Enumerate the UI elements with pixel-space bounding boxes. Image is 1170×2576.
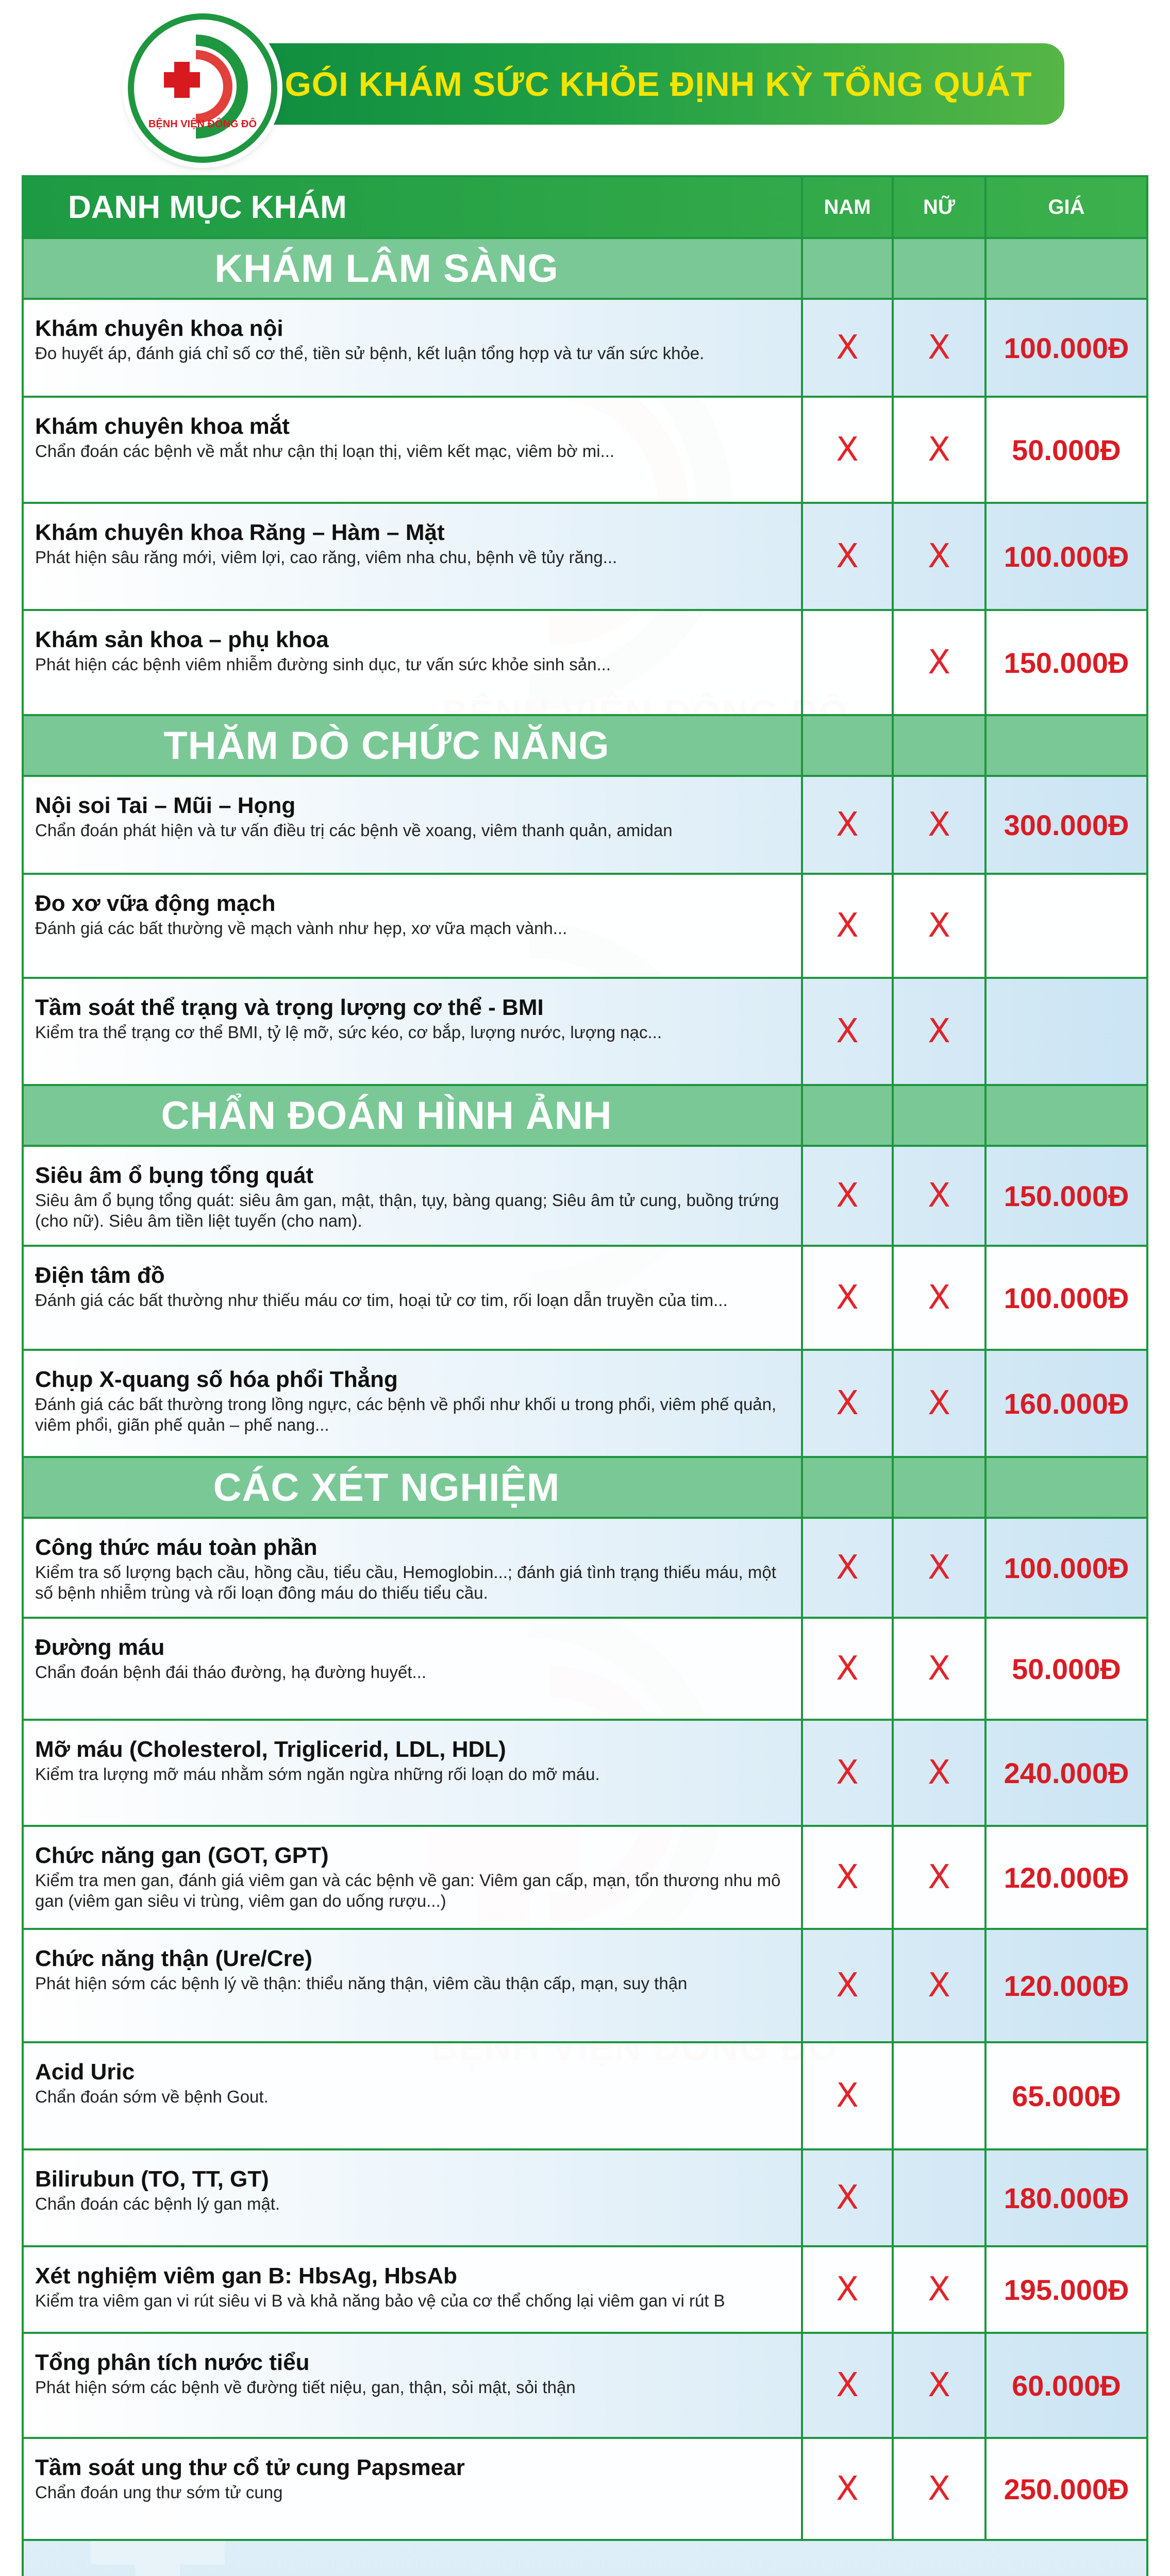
item-description: Chẩn đoán sớm về bệnh Gout.	[35, 2087, 269, 2106]
item-price: 100.000Đ	[1004, 331, 1129, 364]
male-mark: X	[803, 300, 894, 396]
item-description: Chẩn đoán bệnh đái tháo đường, hạ đường huyết...	[35, 1663, 427, 1682]
male-mark: X	[803, 2150, 894, 2245]
female-mark: X	[894, 979, 987, 1084]
female-mark: X	[894, 2247, 987, 2332]
table-row	[24, 2043, 1146, 2150]
table-header-row	[24, 177, 1146, 239]
table-row	[24, 1247, 1146, 1351]
item-description: Kiểm tra viêm gan vi rút siêu vi B và khả năng bảo vệ của cơ thể chống lại viêm gan vi rút B	[35, 2291, 725, 2310]
table-row	[24, 504, 1146, 611]
item-description: Siêu âm ổ bụng tổng quát: siêu âm gan, mật, thận, tụy, bàng quang; Siêu âm tử cung, buồng trứng (cho nữ). Siêu âm tiền liệt tuyến (cho nam).	[35, 1191, 779, 1230]
logo-text: BỆNH VIỆN ĐÔNG ĐÔ	[148, 118, 257, 130]
male-mark: X	[803, 777, 894, 873]
section-row	[24, 716, 1146, 777]
male-mark: X	[803, 1519, 894, 1617]
male-mark	[803, 611, 894, 714]
female-mark: X	[894, 1147, 987, 1245]
item-title: Công thức máu toàn phần	[35, 1535, 317, 1560]
male-mark: X	[803, 1619, 894, 1719]
male-mark: X	[803, 1351, 894, 1456]
item-title: Tầm soát ung thư cổ tử cung Papsmear	[35, 2455, 465, 2480]
item-title: Xét nghiệm viêm gan B: HbsAg, HbsAb	[35, 2263, 457, 2289]
item-title: Chụp X-quang số hóa phổi Thẳng	[35, 1367, 398, 1392]
table-row	[24, 979, 1146, 1086]
section-title: CHẨN ĐOÁN HÌNH ẢNH	[161, 1093, 612, 1138]
item-description: Phát hiện sớm các bệnh về đường tiết niệu, gan, thận, sỏi mật, sỏi thận	[35, 2378, 576, 2397]
item-cell	[24, 777, 803, 873]
item-cell	[24, 398, 803, 502]
item-price: 180.000Đ	[1004, 2181, 1129, 2214]
section-blank-cell	[894, 239, 987, 298]
item-cell	[24, 1519, 803, 1617]
item-description: Kiểm tra số lượng bạch cầu, hồng cầu, tiểu cầu, Hemoglobin...; đánh giá tình trạng thiếu máu, một số bệnh nhiễm trùng và rối loạn đông máu do thiếu tiểu cầu.	[35, 1563, 776, 1602]
column-header-male: NAM	[803, 177, 894, 237]
item-title: Mỡ máu (Cholesterol, Triglicerid, LDL, HDL)	[35, 1737, 506, 1762]
table-row	[24, 777, 1146, 875]
column-header-female: NỮ	[894, 177, 987, 237]
item-cell	[24, 1721, 803, 1825]
item-price	[987, 979, 1146, 1084]
section-blank-cell	[987, 239, 1146, 298]
male-mark: X	[803, 504, 894, 609]
item-description: Phát hiện các bệnh viêm nhiễm đường sinh dục, tư vấn sức khỏe sinh sản...	[35, 655, 611, 674]
item-price: 100.000Đ	[1004, 1551, 1129, 1584]
female-mark: X	[894, 1351, 987, 1456]
table-row	[24, 1619, 1146, 1721]
male-mark: X	[803, 875, 894, 977]
item-cell	[24, 2150, 803, 2245]
male-mark: X	[803, 1930, 894, 2041]
male-mark: X	[803, 398, 894, 502]
section-blank-cell	[894, 716, 987, 775]
item-title: Nội soi Tai – Mũi – Họng	[35, 793, 296, 818]
item-price: 150.000Đ	[1004, 646, 1129, 679]
section-blank-cell	[894, 1086, 987, 1145]
item-price: 60.000Đ	[1012, 2369, 1121, 2402]
section-blank-cell	[803, 716, 894, 775]
section-blank-cell	[987, 1458, 1146, 1517]
section-title: THĂM DÒ CHỨC NĂNG	[163, 723, 610, 768]
item-description: Đánh giá các bất thường trong lồng ngực, các bệnh về phổi như khối u trong phổi, viêm phế quản, viêm phổi, giãn phế quản – phế nang...	[35, 1395, 777, 1434]
item-price: 100.000Đ	[1004, 540, 1129, 573]
item-price: 120.000Đ	[1004, 1969, 1129, 2002]
item-description: Kiểm tra men gan, đánh giá viêm gan và các bệnh về gan: Viêm gan cấp, mạn, tổn thương nhu mô gan (viêm gan siêu vi trùng, viêm gan do uống rượu...)	[35, 1871, 781, 1910]
female-mark: X	[894, 1827, 987, 1928]
male-mark: X	[803, 1721, 894, 1825]
male-mark: X	[803, 1247, 894, 1349]
table-row	[24, 1147, 1146, 1247]
section-blank-cell	[987, 1086, 1146, 1145]
table-row	[24, 1351, 1146, 1458]
item-price: 50.000Đ	[1012, 433, 1121, 466]
item-title: Chức năng gan (GOT, GPT)	[35, 1843, 329, 1868]
female-mark: X	[894, 1619, 987, 1719]
section-cell	[24, 716, 803, 775]
item-price: 120.000Đ	[1004, 1861, 1129, 1894]
item-title: Tầm soát thể trạng và trọng lượng cơ thể - BMI	[35, 995, 544, 1020]
item-title: Khám chuyên khoa nội	[35, 316, 283, 341]
female-mark: X	[894, 2439, 987, 2539]
female-mark: X	[894, 1721, 987, 1825]
female-mark: X	[894, 504, 987, 609]
hospital-logo	[128, 13, 277, 163]
item-title: Đo xơ vữa động mạch	[35, 891, 276, 916]
section-cell	[24, 1458, 803, 1517]
item-cell	[24, 1619, 803, 1719]
male-mark: X	[803, 2247, 894, 2332]
male-mark: X	[803, 1147, 894, 1245]
section-blank-cell	[894, 1458, 987, 1517]
table-row	[24, 398, 1146, 504]
female-mark: X	[894, 1519, 987, 1617]
item-cell	[24, 504, 803, 609]
item-title: Acid Uric	[35, 2059, 135, 2084]
item-cell	[24, 300, 803, 396]
item-title: Khám chuyên khoa mắt	[35, 414, 290, 439]
item-description: Chẩn đoán ung thư sớm tử cung	[35, 2483, 283, 2502]
female-mark: X	[894, 875, 987, 977]
item-cell	[24, 1930, 803, 2041]
logo-emblem-icon	[134, 20, 271, 157]
section-blank-cell	[987, 716, 1146, 775]
item-price: 150.000Đ	[1004, 1179, 1129, 1212]
section-blank-cell	[803, 239, 894, 298]
page-title: GÓI KHÁM SỨC KHỎE ĐỊNH KỲ TỔNG QUÁT	[285, 65, 1032, 103]
female-mark: X	[894, 2334, 987, 2437]
female-mark: X	[894, 611, 987, 714]
section-title: CÁC XÉT NGHIỆM	[213, 1465, 560, 1510]
section-blank-cell	[803, 1458, 894, 1517]
item-description: Chẩn đoán các bệnh về mắt như cận thị loạn thị, viêm kết mạc, viêm bờ mi...	[35, 442, 615, 461]
item-title: Đường máu	[35, 1635, 165, 1660]
price-table	[22, 175, 1148, 2576]
item-title: Khám sản khoa – phụ khoa	[35, 627, 329, 652]
item-price: 100.000Đ	[1004, 1281, 1129, 1314]
male-mark: X	[803, 2439, 894, 2539]
item-price: 50.000Đ	[1012, 1652, 1121, 1685]
item-title: Tổng phân tích nước tiểu	[35, 2350, 310, 2375]
column-header-category: DANH MỤC KHÁM	[24, 177, 803, 237]
item-description: Phát hiện sâu răng mới, viêm lợi, cao răng, viêm nha chu, bệnh về tủy răng...	[35, 548, 617, 567]
item-price: 160.000Đ	[1004, 1387, 1129, 1420]
table-row	[24, 1721, 1146, 1827]
female-mark: X	[894, 1247, 987, 1349]
section-blank-cell	[803, 1086, 894, 1145]
section-cell	[24, 239, 803, 298]
column-header-price: GIÁ	[1048, 195, 1085, 218]
table-row	[24, 2150, 1146, 2247]
item-description: Chẩn đoán phát hiện và tư vấn điều trị các bệnh về xoang, viêm thanh quản, amidan	[35, 821, 673, 840]
male-mark: X	[803, 2043, 894, 2148]
item-description: Đánh giá các bất thường như thiếu máu cơ tim, hoại tử cơ tim, rối loạn dẫn truyền của tim...	[35, 1291, 728, 1310]
table-row	[24, 2247, 1146, 2334]
section-row	[24, 1086, 1146, 1147]
female-mark: X	[894, 300, 987, 396]
table-row	[24, 2334, 1146, 2439]
table-row	[24, 1827, 1146, 1930]
table-row	[24, 1930, 1146, 2043]
item-description: Phát hiện sớm các bệnh lý về thận: thiểu năng thận, viêm cầu thận cấp, mạn, suy thận	[35, 1974, 688, 1993]
item-price: 65.000Đ	[1012, 2079, 1121, 2112]
title-banner	[191, 43, 1064, 125]
section-cell	[24, 1086, 803, 1145]
item-title: Điện tâm đồ	[35, 1263, 165, 1288]
female-mark: X	[894, 398, 987, 502]
table-row	[24, 611, 1146, 716]
female-mark: X	[894, 1930, 987, 2041]
section-title: KHÁM LÂM SÀNG	[214, 246, 559, 291]
item-title: Bilirubun (TO, TT, GT)	[35, 2166, 269, 2192]
item-description: Đánh giá các bất thường về mạch vành như hẹp, xơ vữa mạch vành...	[35, 919, 567, 938]
item-cell	[24, 875, 803, 977]
item-title: Siêu âm ổ bụng tổng quát	[35, 1163, 314, 1188]
item-title: Chức năng thận (Ure/Cre)	[35, 1946, 312, 1971]
male-mark: X	[803, 979, 894, 1084]
item-cell	[24, 979, 803, 1084]
item-description: Kiểm tra thể trạng cơ thể BMI, tỷ lệ mỡ, sức kéo, cơ bắp, lượng nước, lượng nạc...	[35, 1023, 662, 1042]
item-cell	[24, 1147, 803, 1245]
female-mark	[894, 2043, 987, 2148]
item-cell	[24, 1247, 803, 1349]
item-price	[987, 875, 1146, 977]
item-description: Đo huyết áp, đánh giá chỉ số cơ thể, tiền sử bệnh, kết luận tổng hợp và tư vấn sức khỏe.	[35, 344, 705, 363]
section-row	[24, 1458, 1146, 1519]
item-price: 250.000Đ	[1004, 2472, 1129, 2505]
item-title: Khám chuyên khoa Răng – Hàm – Mặt	[35, 520, 445, 545]
table-row	[24, 875, 1146, 979]
section-row	[24, 239, 1146, 300]
item-price: 240.000Đ	[1004, 1756, 1129, 1789]
page-header	[0, 0, 1170, 170]
item-price: 195.000Đ	[1004, 2273, 1129, 2306]
item-price: 300.000Đ	[1004, 808, 1129, 841]
item-cell	[24, 611, 803, 714]
female-mark: X	[894, 777, 987, 873]
item-cell	[24, 2247, 803, 2332]
male-mark: X	[803, 2334, 894, 2437]
item-cell	[24, 2043, 803, 2148]
table-row	[24, 2439, 1146, 2541]
item-description: Chẩn đoán các bệnh lý gan mật.	[35, 2194, 280, 2213]
item-cell	[24, 1351, 803, 1456]
item-cell	[24, 1827, 803, 1928]
female-mark	[894, 2150, 987, 2245]
male-mark: X	[803, 1827, 894, 1928]
table-row	[24, 1519, 1146, 1619]
table-row	[24, 300, 1146, 398]
item-cell	[24, 2334, 803, 2437]
item-description: Kiểm tra lượng mỡ máu nhằm sớm ngăn ngừa những rối loạn do mỡ máu.	[35, 1765, 600, 1784]
item-cell	[24, 2439, 803, 2539]
